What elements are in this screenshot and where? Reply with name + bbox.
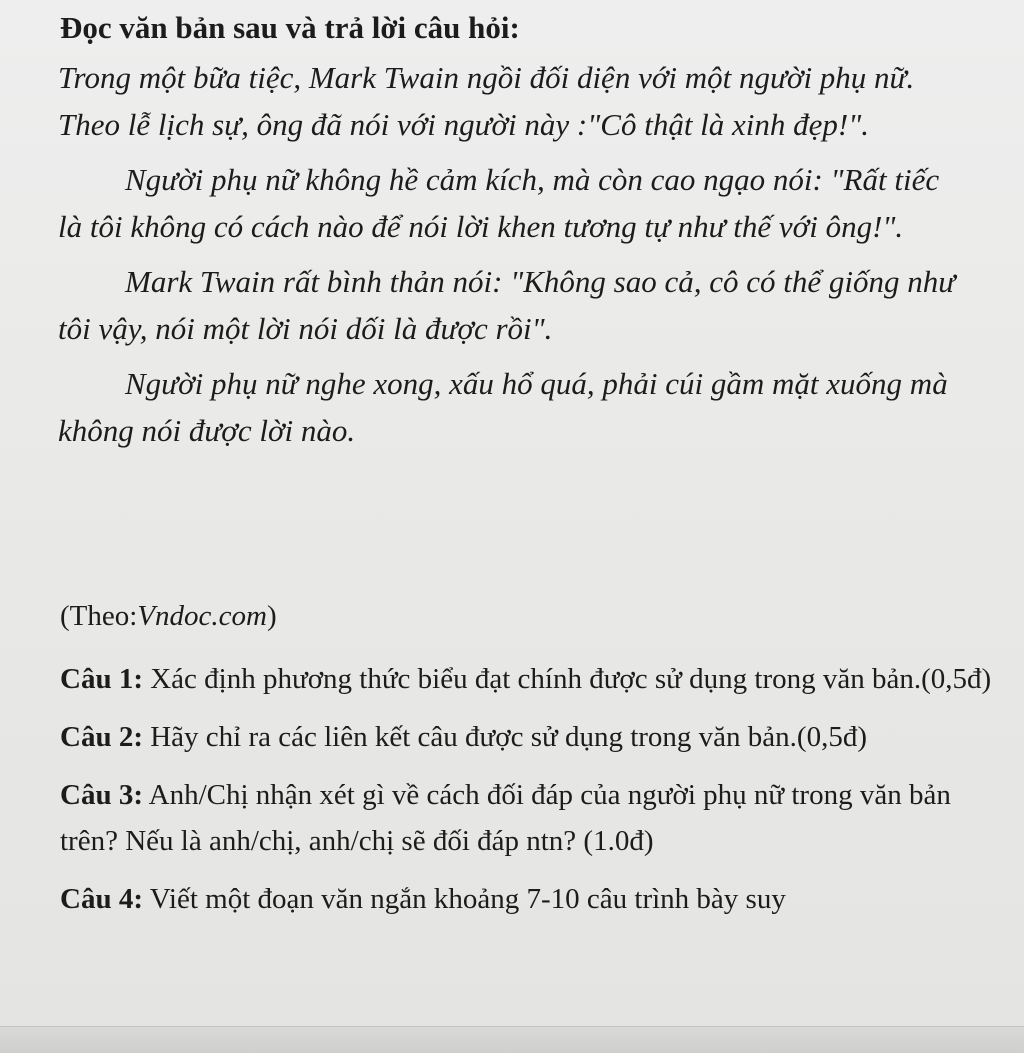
question-3-text: Anh/Chị nhận xét gì về cách đối đáp của người phụ nữ trong văn bản trên? Nếu là anh/chị, anh/chị sẽ đối đáp ntn? (1.0đ) bbox=[60, 779, 951, 857]
instruction-heading: Đọc văn bản sau và trả lời câu hỏi: bbox=[60, 10, 520, 45]
story-paragraph-1: Trong một bữa tiệc, Mark Twain ngồi đối diện với một người phụ nữ. Theo lễ lịch sự, ông đã nói với người này :"Cô thật là xinh đẹp!". bbox=[58, 60, 915, 142]
story-paragraph-2: Người phụ nữ không hề cảm kích, mà còn cao ngạo nói: "Rất tiếc là tôi không có cách nào để nói lời khen tương tự như thế với ông!". bbox=[58, 162, 940, 244]
question-4 bbox=[60, 876, 1000, 922]
question-1 bbox=[60, 656, 1000, 702]
story-paragraph-4-text: Người phụ nữ nghe xong, xấu hổ quá, phải cúi gầm mặt xuống mà không nói được lời nào. bbox=[58, 366, 948, 448]
question-2-label: Câu 2: bbox=[60, 721, 143, 753]
source-site: Vndoc.com bbox=[137, 600, 267, 632]
question-3-label: Câu 3: bbox=[60, 779, 143, 811]
question-2 bbox=[60, 714, 1000, 760]
question-1-label: Câu 1: bbox=[60, 663, 143, 695]
source-citation bbox=[60, 600, 277, 633]
story-paragraph-3: Mark Twain rất bình thản nói: "Không sao cả, cô có thể giống như tôi vậy, nói một lời nói dối là được rồi". bbox=[58, 264, 956, 346]
question-1-text: Xác định phương thức biểu đạt chính được sử dụng trong văn bản.(0,5đ) bbox=[142, 663, 992, 695]
question-3 bbox=[60, 772, 1000, 864]
source-suffix: ) bbox=[266, 600, 277, 632]
story-text bbox=[58, 54, 963, 462]
question-4-label: Câu 4: bbox=[60, 883, 143, 915]
question-2-text: Hãy chỉ ra các liên kết câu được sử dụng trong văn bản.(0,5đ) bbox=[142, 721, 867, 753]
question-4-text: Viết một đoạn văn ngắn khoảng 7-10 câu trình bày suy bbox=[142, 883, 786, 915]
screen-bottom-edge bbox=[0, 1026, 1024, 1053]
story-paragraph-4 bbox=[58, 360, 963, 454]
source-prefix: (Theo: bbox=[60, 600, 138, 632]
question-list bbox=[60, 656, 1000, 934]
